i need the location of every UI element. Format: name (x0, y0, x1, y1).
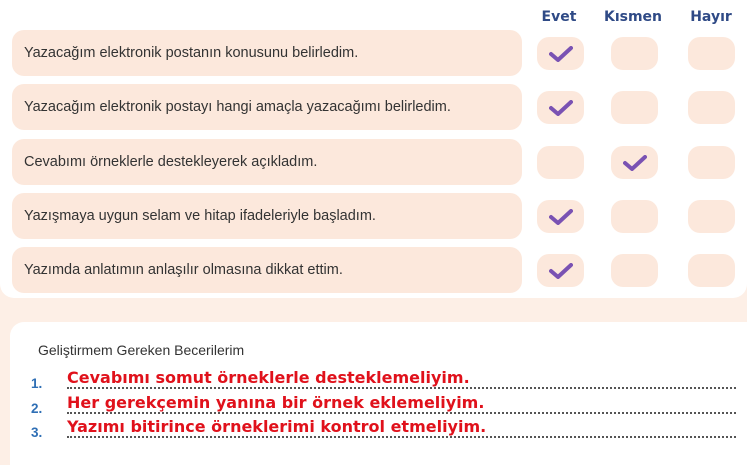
answer-line (67, 412, 736, 414)
answer-cell-5-3[interactable] (688, 254, 735, 287)
answer-cell-3-1[interactable] (537, 146, 584, 179)
answer-cell-2-3[interactable] (688, 91, 735, 124)
column-header-kismen: Kısmen (603, 9, 663, 25)
criterion-row-1: Yazacağım elektronik postanın konusunu belirledim. (12, 30, 522, 76)
improvement-item-3 (31, 416, 736, 440)
handwritten-answer[interactable]: Her gerekçemin yanına bir örnek eklemeliyim. (67, 393, 485, 412)
check-icon (549, 100, 573, 116)
check-icon (549, 209, 573, 225)
answer-cell-4-3[interactable] (688, 200, 735, 233)
answer-cell-2-2[interactable] (611, 91, 658, 124)
criterion-row-3: Cevabımı örneklerle destekleyerek açıkladım. (12, 139, 522, 185)
improvement-title: Geliştirmem Gereken Becerilerim (38, 342, 245, 358)
answer-cell-3-3[interactable] (688, 146, 735, 179)
answer-line (67, 387, 736, 389)
answer-cell-2-1[interactable] (537, 91, 584, 124)
answer-line (67, 436, 736, 438)
check-icon (549, 46, 573, 62)
improvement-item-1 (31, 367, 736, 391)
answer-cell-4-1[interactable] (537, 200, 584, 233)
answer-cell-4-2[interactable] (611, 200, 658, 233)
answer-cell-5-1[interactable] (537, 254, 584, 287)
column-header-evet: Evet (541, 9, 577, 25)
answer-cell-1-1[interactable] (537, 37, 584, 70)
column-header-hayir: Hayır (690, 9, 732, 25)
item-number: 1. (31, 376, 43, 391)
criterion-row-4: Yazışmaya uygun selam ve hitap ifadeleriyle başladım. (12, 193, 522, 239)
answer-cell-1-2[interactable] (611, 37, 658, 70)
item-number: 2. (31, 401, 43, 416)
item-number: 3. (31, 425, 43, 440)
handwritten-answer[interactable]: Cevabımı somut örneklerle desteklemeliyim. (67, 368, 470, 387)
answer-cell-5-2[interactable] (611, 254, 658, 287)
answer-cell-3-2[interactable] (611, 146, 658, 179)
improvement-section (10, 322, 747, 465)
criterion-row-5: Yazımda anlatımın anlaşılır olmasına dikkat ettim. (12, 247, 522, 293)
criterion-row-2: Yazacağım elektronik postayı hangi amaçla yazacağımı belirledim. (12, 84, 522, 130)
check-icon (623, 155, 647, 171)
check-icon (549, 263, 573, 279)
answer-cell-1-3[interactable] (688, 37, 735, 70)
improvement-item-2 (31, 392, 736, 416)
handwritten-answer[interactable]: Yazımı bitirince örneklerimi kontrol etmeliyim. (67, 417, 487, 436)
